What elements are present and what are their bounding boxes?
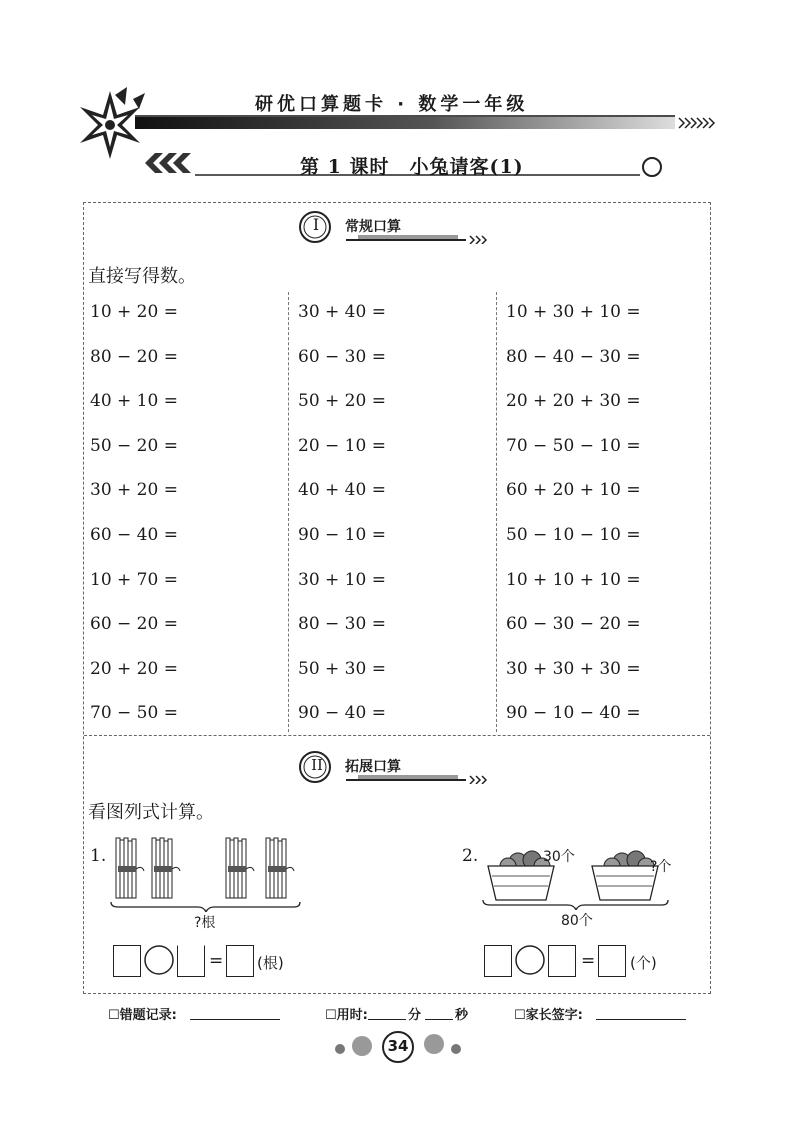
math-problem: 90 − 40 =	[298, 703, 386, 724]
math-problem: 20 − 10 =	[298, 435, 386, 456]
section-arrow-icon	[470, 776, 486, 784]
answer-box[interactable]	[226, 945, 254, 977]
fruit-basket-icon	[592, 851, 658, 900]
stick-bundle-icon	[152, 838, 180, 898]
section-two-numeral: II	[311, 756, 323, 774]
math-problem: 70 − 50 =	[90, 703, 178, 724]
math-problem: 10 + 70 =	[90, 569, 178, 590]
math-problem: 50 + 20 =	[298, 391, 386, 412]
lesson-circle-icon	[643, 158, 661, 176]
math-problem: 60 − 30 =	[298, 346, 386, 367]
math-problem: 60 − 40 =	[90, 524, 178, 545]
column-divider	[496, 292, 497, 732]
math-problem: 80 − 30 =	[298, 614, 386, 635]
math-problem: 10 + 20 =	[90, 302, 178, 322]
column-divider	[288, 292, 289, 732]
error-record-label: ☐错题记录:	[108, 1008, 177, 1023]
math-problem: 50 − 20 =	[90, 435, 178, 456]
parent-signature-label: ☐家长签字:	[514, 1008, 583, 1023]
math-problem: 40 + 10 =	[90, 391, 178, 412]
problem-column-1	[90, 302, 178, 748]
brace-icon	[111, 902, 300, 912]
lesson-chevrons-icon	[145, 153, 191, 173]
math-problem: 80 − 40 − 30 =	[506, 346, 641, 367]
answer-box[interactable]	[113, 945, 141, 977]
answer-box[interactable]	[177, 945, 205, 977]
problem-column-2	[298, 302, 386, 748]
section-one-label: 常规口算	[345, 219, 401, 235]
parent-signature-line[interactable]	[596, 1019, 686, 1020]
stick-bundle-icon	[116, 838, 144, 898]
dot-icon	[335, 1044, 345, 1054]
answer-box[interactable]	[598, 945, 626, 977]
math-problem: 80 − 20 =	[90, 346, 178, 367]
arrow-chevrons-icon	[679, 118, 714, 128]
dot-icon	[451, 1044, 461, 1054]
brace-icon	[483, 900, 668, 910]
stick-bundle-icon	[226, 838, 254, 898]
answer-box[interactable]	[484, 945, 512, 977]
section-one-numeral: I	[312, 215, 320, 234]
math-problem: 40 + 40 =	[298, 480, 386, 501]
math-problem: 50 + 30 =	[298, 658, 386, 679]
equals-sign: =	[581, 951, 596, 971]
stick-bundle-icon	[266, 838, 294, 898]
math-problem: 30 + 10 =	[298, 569, 386, 590]
operator-circle[interactable]	[142, 943, 176, 977]
lesson-title: 第 1 课时 小兔请客(1)	[300, 156, 524, 178]
math-problem: 30 + 30 + 30 =	[506, 658, 641, 679]
problem-column-3	[506, 302, 641, 748]
section-two-instruction: 看图列式计算。	[88, 802, 214, 823]
time-spent-label: ☐用时:	[325, 1008, 368, 1023]
math-problem: 10 + 10 + 10 =	[506, 569, 641, 590]
math-problem: 90 − 10 − 40 =	[506, 703, 641, 724]
unknown-quantity-label: ?个	[650, 859, 672, 875]
unit-label: (个)	[630, 954, 657, 972]
math-problem: 60 − 20 =	[90, 614, 178, 635]
equals-sign: =	[209, 951, 224, 971]
star-emblem-icon	[80, 91, 140, 159]
section-two-label: 拓展口算	[345, 759, 401, 775]
unit-label: (根)	[257, 954, 284, 972]
math-problem: 20 + 20 + 30 =	[506, 391, 641, 412]
error-record-line[interactable]	[190, 1019, 280, 1020]
math-problem: 30 + 20 =	[90, 480, 178, 501]
math-problem: 60 − 30 − 20 =	[506, 614, 641, 635]
seconds-unit: 秒	[455, 1008, 469, 1023]
math-problem: 90 − 10 =	[298, 524, 386, 545]
problem-two-number: 2.	[462, 846, 479, 866]
problem-one-total-label: ?根	[194, 915, 216, 931]
section-one-instruction: 直接写得数。	[88, 266, 196, 287]
minutes-unit: 分	[408, 1008, 422, 1023]
answer-box[interactable]	[548, 945, 576, 977]
problem-one-number: 1.	[90, 846, 107, 866]
math-problem: 60 + 20 + 10 =	[506, 480, 641, 501]
dot-icon	[352, 1036, 372, 1056]
math-problem: 10 + 30 + 10 =	[506, 302, 641, 322]
math-problem: 30 + 40 =	[298, 302, 386, 322]
problem-two-total-label: 80个	[561, 913, 593, 929]
stick-bundles-illustration	[108, 832, 308, 912]
seconds-line[interactable]	[425, 1019, 453, 1020]
book-title: 研优口算题卡 · 数学一年级	[255, 94, 529, 115]
section-arrow-icon	[470, 236, 486, 244]
known-quantity-label: 30个	[543, 849, 575, 865]
minutes-line[interactable]	[368, 1019, 406, 1020]
math-problem: 20 + 20 =	[90, 658, 178, 679]
operator-circle[interactable]	[513, 943, 547, 977]
page-number: 34	[387, 1037, 409, 1055]
dot-icon	[424, 1034, 444, 1054]
math-problem: 70 − 50 − 10 =	[506, 435, 641, 456]
math-problem: 50 − 10 − 10 =	[506, 524, 641, 545]
